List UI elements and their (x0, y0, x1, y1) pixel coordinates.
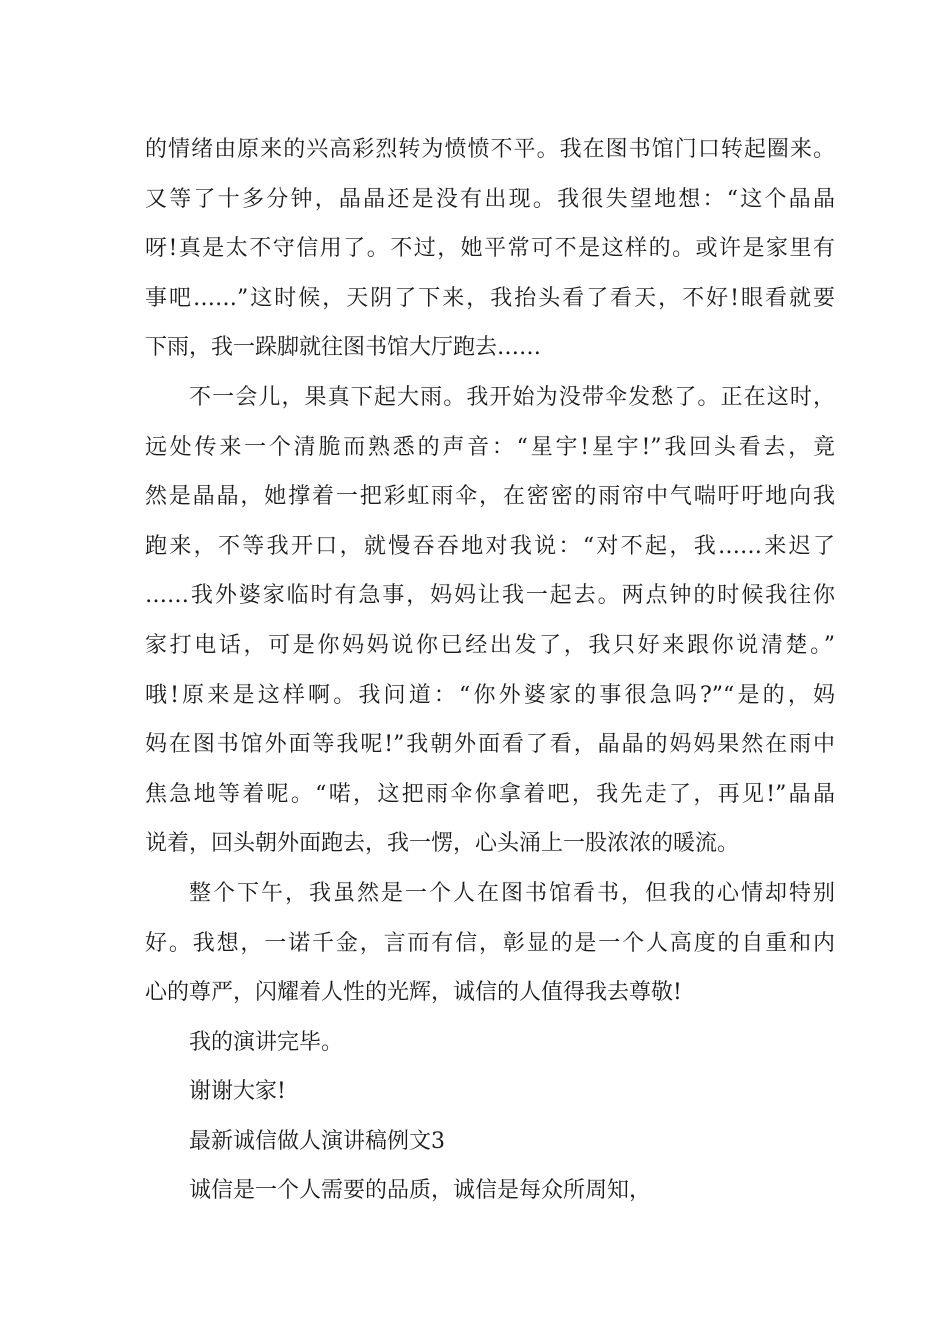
text-line: 好。我想，一诺千金，言而有信，彰显的是一个人高度的自重和内 (145, 930, 835, 956)
text-line: 下雨，我一跺脚就往图书馆大厅跑去…… (145, 335, 542, 361)
text-line: 的情绪由原来的兴高彩烈转为愤愤不平。我在图书馆门口转起圈来。 (145, 137, 835, 162)
text-line: 妈在图书馆外面等我呢!”我朝外面看了看，晶晶的妈妈果然在雨中 (145, 732, 835, 758)
text-line: 又等了十多分钟，晶晶还是没有出现。我很失望地想：“这个晶晶 (145, 186, 835, 212)
text-line: 焦急地等着呢。“喏，这把雨伞你拿着吧，我先走了，再见!”晶晶 (145, 781, 835, 807)
text-line: 事吧……”这时候，天阴了下来，我抬头看了看天，不好!眼看就要 (145, 285, 835, 311)
text-line: 心的尊严，闪耀着人性的光辉，诚信的人值得我去尊敬! (145, 980, 682, 1006)
text-line: 远处传来一个清脆而熟悉的声音：“星宇!星宇!”我回头看去，竟 (145, 434, 835, 460)
text-line: 哦!原来是这样啊。我问道：“你外婆家的事很急吗?”“是的，妈 (145, 682, 835, 708)
section-heading: 最新诚信做人演讲稿例文3 (189, 1128, 445, 1154)
text-line: 跑来，不等我开口，就慢吞吞地对我说：“对不起，我……来迟了 (145, 533, 835, 559)
text-line: ……我外婆家临时有急事，妈妈让我一起去。两点钟的时候我往你 (145, 583, 835, 609)
text-line: 家打电话，可是你妈妈说你已经出发了，我只好来跟你说清楚。” (145, 632, 835, 658)
text-line: 整个下午，我虽然是一个人在图书馆看书，但我的心情却特别 (189, 880, 835, 906)
text-line: 谢谢大家! (189, 1079, 286, 1105)
text-line: 我的演讲完毕。 (189, 1029, 344, 1055)
text-line: 诚信是一个人需要的品质，诚信是每众所周知， (189, 1178, 652, 1204)
text-line: 不一会儿，果真下起大雨。我开始为没带伞发愁了。正在这时， (189, 384, 835, 410)
body-text (145, 125, 835, 1216)
text-line: 然是晶晶，她撑着一把彩虹雨伞，在密密的雨帘中气喘吁吁地向我 (145, 484, 835, 510)
text-line: 呀!真是太不守信用了。不过，她平常可不是这样的。或许是家里有 (145, 236, 835, 262)
text-line: 说着，回头朝外面跑去，我一愣，心头涌上一股浓浓的暖流。 (145, 831, 740, 857)
